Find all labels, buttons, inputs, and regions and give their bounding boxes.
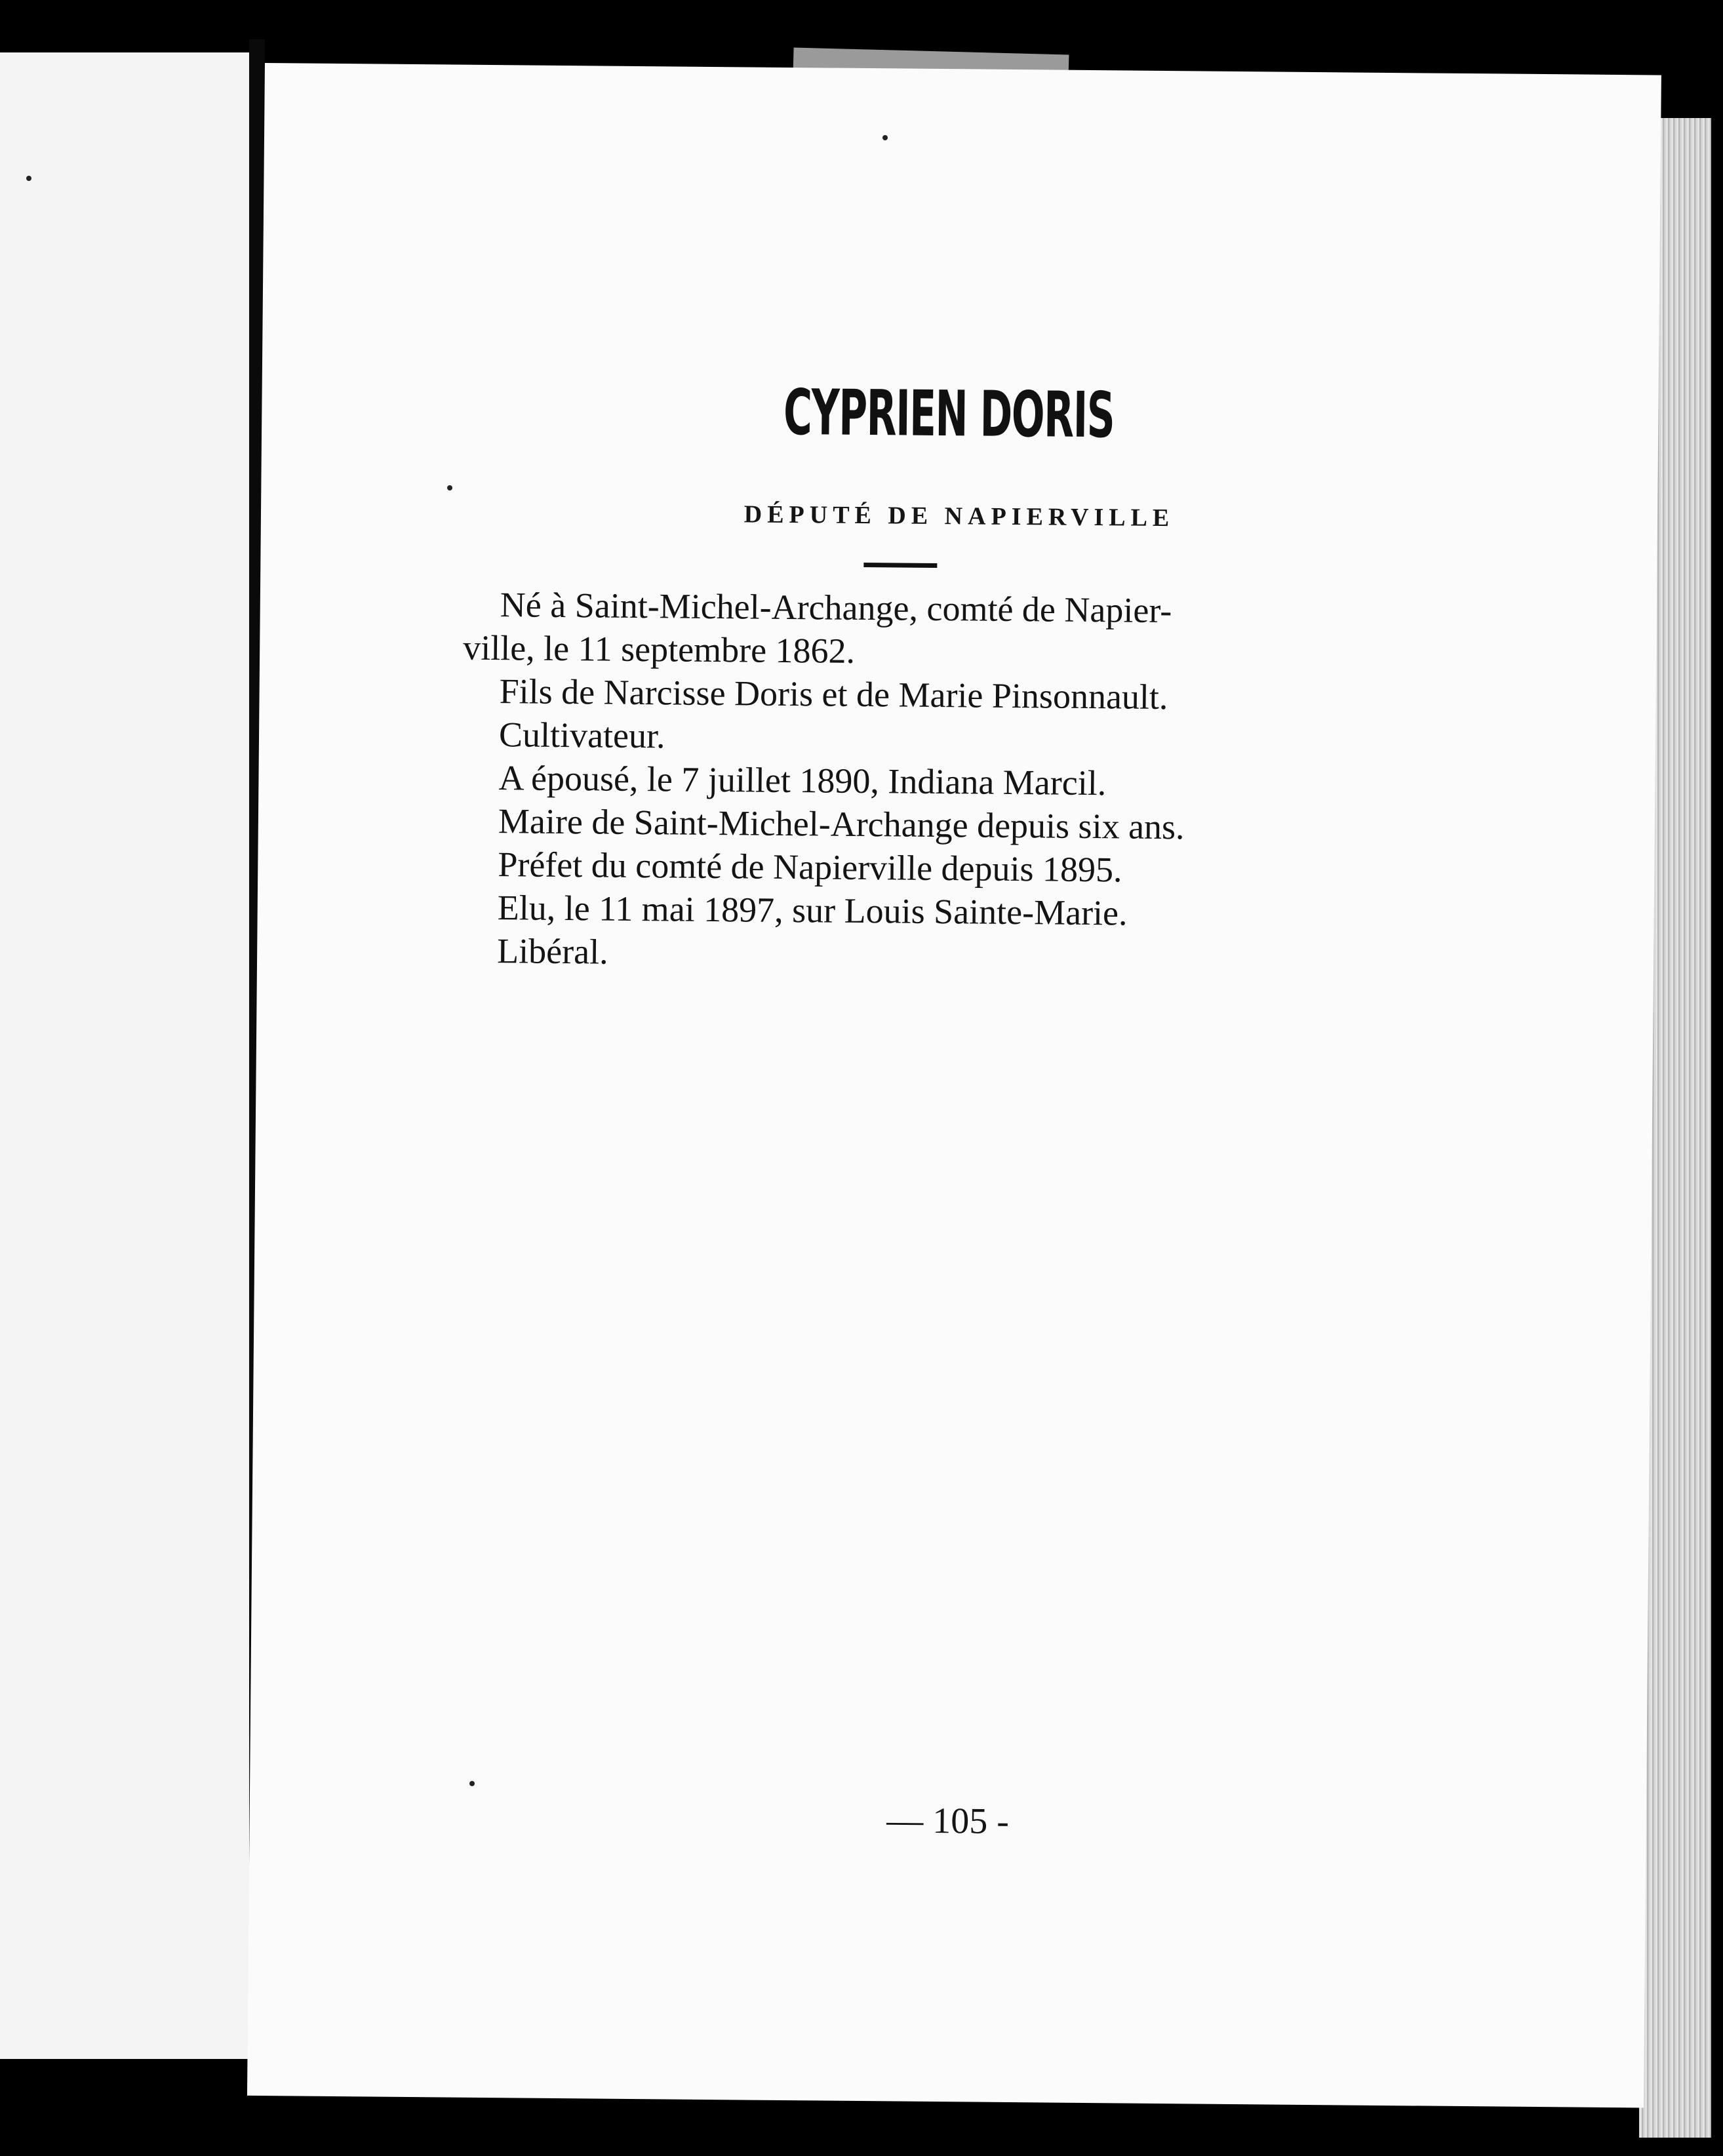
title-rule xyxy=(863,563,937,568)
biography-text xyxy=(460,583,1486,982)
page-title: CYPRIEN DORIS xyxy=(783,375,1115,452)
previous-page xyxy=(0,52,249,2059)
text-line: ville, le 11 septembre 1862. xyxy=(462,628,856,671)
text-line: Libéral. xyxy=(496,931,608,972)
book-page xyxy=(247,63,1661,2107)
text-line: Préfet du comté de Napierville depuis 1895. xyxy=(498,845,1122,890)
page-number: — 105 - xyxy=(886,1800,1010,1843)
text-line: A épousé, le 7 juillet 1890, Indiana Marcil. xyxy=(498,758,1107,803)
speck xyxy=(26,176,31,181)
text-line: Elu, le 11 mai 1897, sur Louis Sainte-Marie. xyxy=(497,888,1128,933)
speck xyxy=(447,485,452,490)
speck xyxy=(469,1781,475,1786)
text-line: Maire de Saint-Michel-Archange depuis six ans. xyxy=(498,801,1185,847)
text-line: Fils de Narcisse Doris et de Marie Pinsonnault. xyxy=(499,671,1168,717)
speck xyxy=(882,135,888,140)
page-subtitle: DÉPUTÉ DE NAPIERVILLE xyxy=(743,500,1175,532)
page-content xyxy=(247,63,1661,2107)
text-line: Né à Saint-Michel-Archange, comté de Napier- xyxy=(500,585,1172,631)
text-line: Cultivateur. xyxy=(498,715,665,756)
